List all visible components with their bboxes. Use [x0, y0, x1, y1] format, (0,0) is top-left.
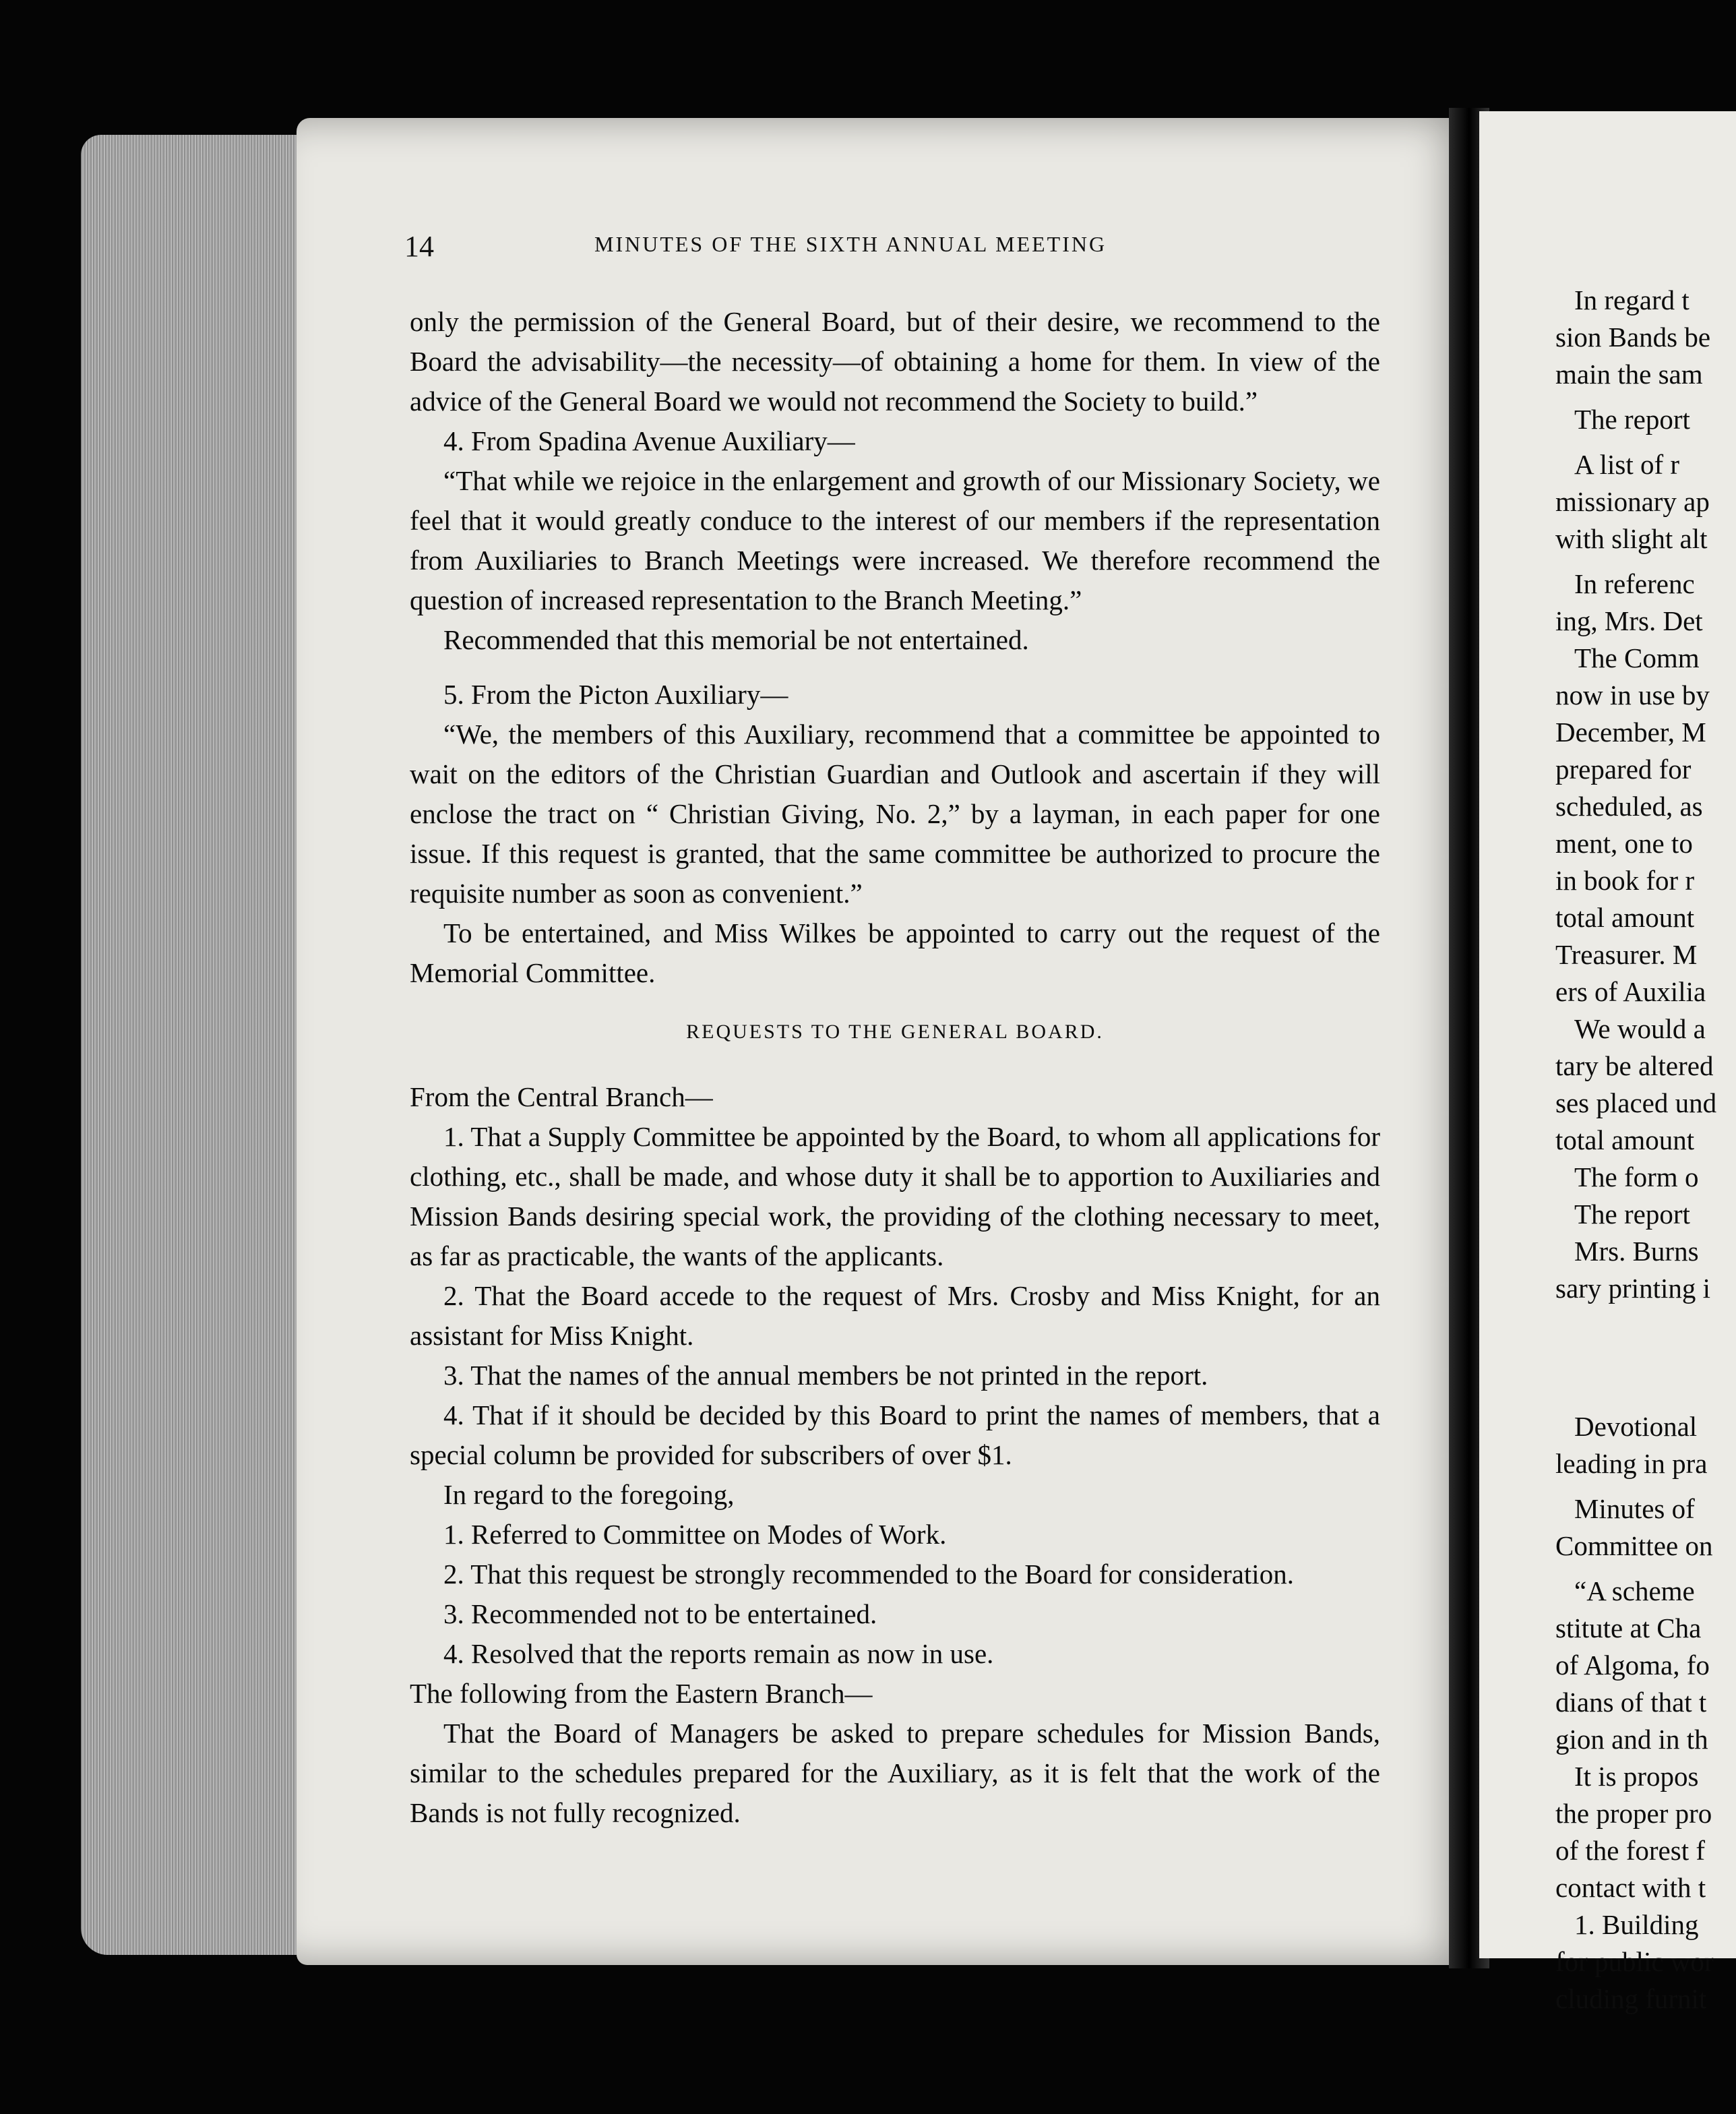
- left-page-text: [410, 302, 1380, 1833]
- text-line: leading in pra: [1555, 1448, 1708, 1479]
- paragraph: 1. That a Supply Committee be appointed by the Board, to whom all applications for clothing, etc., shall be made, and whose duty it shall be to apportion to Auxiliaries and Mission Bands desiring special work, the providing of the clothing necessary to meet, as far as practicable, the wants of the applicants.: [410, 1121, 1380, 1271]
- text-line: December, M: [1555, 717, 1706, 748]
- text-line: The Comm: [1574, 642, 1700, 673]
- text-line: total amount: [1555, 1124, 1695, 1155]
- paragraph: 4. That if it should be decided by this Board to print the names of members, that a special column be provided for subscribers of over $1.: [410, 1399, 1380, 1470]
- text-line: prepared for: [1555, 754, 1692, 785]
- paragraph: 2. That the Board accede to the request of Mrs. Crosby and Miss Knight, for an assistant for Miss Knight.: [410, 1280, 1380, 1351]
- text-line: The report: [1574, 404, 1690, 435]
- page-number: 14: [404, 230, 434, 263]
- text-line: now in use by: [1555, 680, 1710, 711]
- text-line: sary printing i: [1555, 1273, 1711, 1304]
- text-line: the proper pro: [1555, 1798, 1712, 1829]
- paragraph: 5. From the Picton Auxiliary—: [443, 679, 788, 710]
- text-line: ses placed und: [1555, 1087, 1717, 1118]
- text-line: The form o: [1574, 1161, 1699, 1192]
- text-line: main the sam: [1555, 359, 1703, 390]
- text-line: ing, Mrs. Det: [1555, 605, 1703, 636]
- text-line: Mrs. Burns: [1574, 1236, 1699, 1267]
- paragraph: 2. That this request be strongly recommended to the Board for consideration.: [443, 1559, 1294, 1590]
- text-line: stitute at Cha: [1555, 1612, 1702, 1643]
- paragraph: 4. Resolved that the reports remain as now in use.: [443, 1638, 994, 1669]
- text-line: of the forest f: [1555, 1835, 1705, 1866]
- paragraph: “That while we rejoice in the enlargement and growth of our Missionary Society, we feel that it would greatly conduce to the interest of our members if the representation from Auxiliaries to Branch Meetings were increased. We therefore recommend the question of increased representation to the Branch Meeting.”: [410, 465, 1380, 615]
- text-line: in book for r: [1555, 865, 1695, 896]
- paragraph: 3. Recommended not to be entertained.: [443, 1598, 877, 1629]
- text-line: A list of r: [1574, 449, 1680, 480]
- paragraph: That the Board of Managers be asked to prepare schedules for Mission Bands, similar to the schedules prepared for the Auxiliary, as it is felt that the work of the Bands is not fully recognized.: [410, 1718, 1380, 1828]
- text-line: In referenc: [1574, 568, 1695, 599]
- paragraph: 3. That the names of the annual members be not printed in the report.: [443, 1360, 1208, 1391]
- paragraph: The following from the Eastern Branch—: [410, 1678, 873, 1709]
- paragraph: 4. From Spadina Avenue Auxiliary—: [443, 425, 855, 456]
- text-line: Committee on: [1555, 1530, 1713, 1561]
- paragraph: “We, the members of this Auxiliary, recommend that a committee be appointed to wait on the editors of the Christian Guardian and Outlook and ascertain if they will enclose the tract on “ Christian Giving, No. 2,” by a layman, in each paper for one issue. If this request is granted, that the same committee be authorized to procure the requisite number as soon as convenient.”: [410, 719, 1380, 909]
- paragraph: In regard to the foregoing,: [443, 1479, 735, 1510]
- text-line: missionary ap: [1555, 486, 1710, 517]
- text-line: It is propos: [1574, 1761, 1699, 1792]
- text-line: We would a: [1574, 1013, 1706, 1044]
- text-line: Minutes of: [1574, 1493, 1695, 1524]
- paragraph: Recommended that this memorial be not entertained.: [443, 624, 1029, 655]
- text-line: Treasurer. M: [1555, 939, 1698, 970]
- text-line: The report: [1574, 1199, 1690, 1230]
- page-header: [404, 229, 1402, 270]
- text-line: cluding furnit: [1555, 1983, 1707, 2014]
- text-line: of Algoma, fo: [1555, 1650, 1710, 1681]
- text-line: total amount: [1555, 902, 1695, 933]
- text-line: dians of that t: [1555, 1687, 1707, 1718]
- text-line: sion Bands be: [1555, 322, 1711, 353]
- text-line: with slight alt: [1555, 523, 1708, 554]
- text-line: 1. Building: [1574, 1909, 1699, 1940]
- running-title: MINUTES OF THE SIXTH ANNUAL MEETING: [594, 232, 1107, 256]
- text-line: In regard t: [1574, 284, 1690, 315]
- text-line: contact with t: [1555, 1872, 1706, 1903]
- section-heading: REQUESTS TO THE GENERAL BOARD.: [686, 1021, 1104, 1043]
- text-line: for public wor: [1555, 1946, 1714, 1977]
- right-page-text: [1555, 282, 1736, 2018]
- paragraph: To be entertained, and Miss Wilkes be appointed to carry out the request of the Memorial Committee.: [410, 917, 1380, 988]
- text-line: “A scheme: [1574, 1575, 1695, 1606]
- text-line: ers of Auxilia: [1555, 976, 1706, 1007]
- text-line: tary be altered: [1555, 1050, 1714, 1081]
- paragraph: 1. Referred to Committee on Modes of Work.: [443, 1519, 947, 1550]
- text-line: ment, one to: [1555, 828, 1693, 859]
- paragraph: only the permission of the General Board, but of their desire, we recommend to the Board the advisability—the necessity—of obtaining a home for them. In view of the advice of the General Board we would not recommend the Society to build.”: [410, 306, 1380, 417]
- text-line: gion and in th: [1555, 1724, 1708, 1755]
- text-line: scheduled, as: [1555, 791, 1703, 822]
- text-line: Devotional: [1574, 1411, 1698, 1442]
- book-page-edges: [81, 135, 323, 1955]
- paragraph: From the Central Branch—: [410, 1081, 713, 1112]
